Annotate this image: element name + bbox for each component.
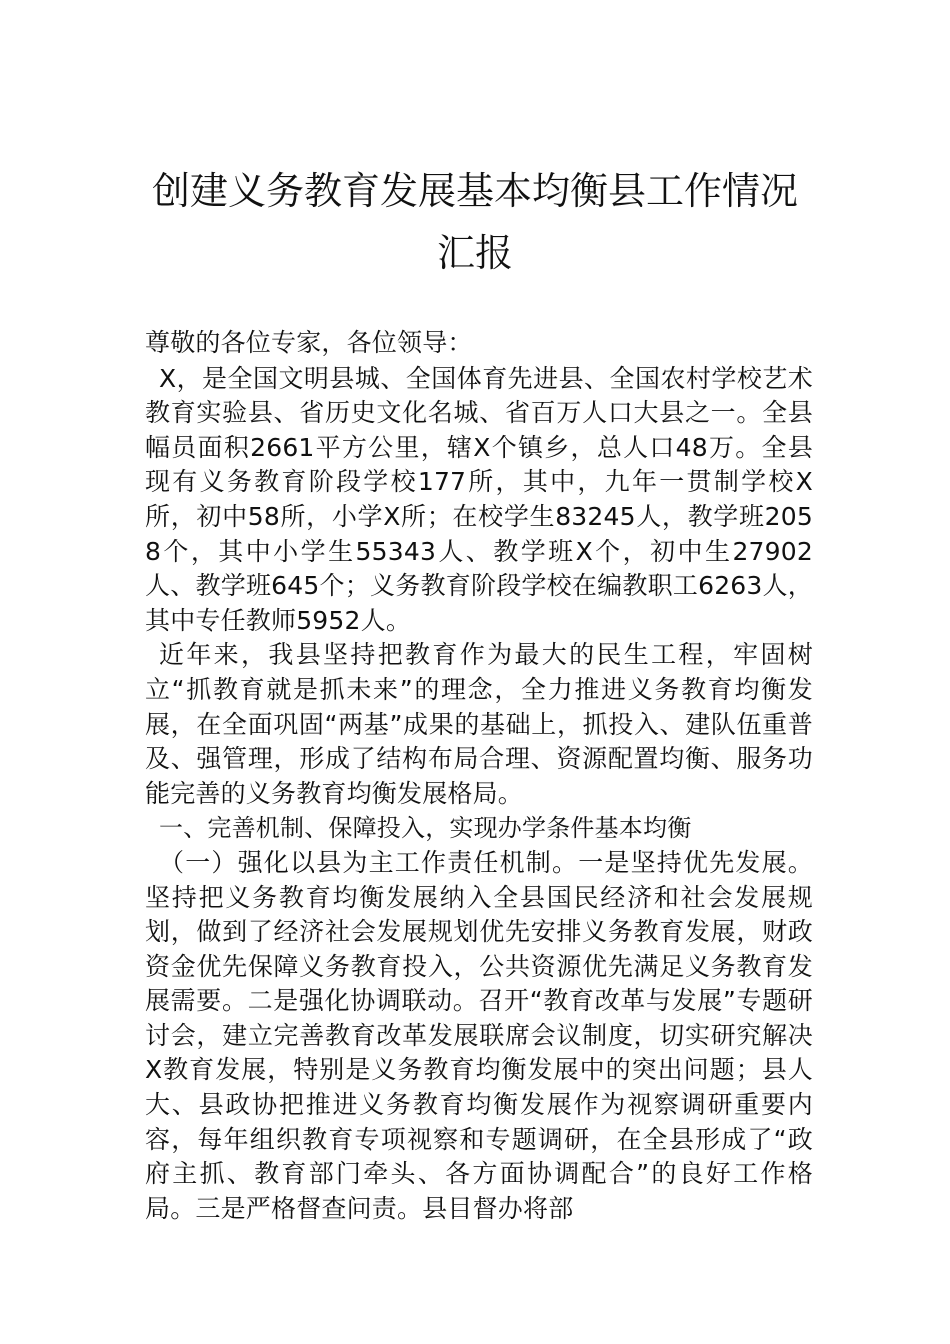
salutation: 尊敬的各位专家，各位领导：	[145, 328, 473, 357]
document-title: 创建义务教育发展基本均衡县工作情况汇报	[151, 169, 798, 275]
section-paragraph: （一）强化以县为主工作责任机制。一是坚持优先发展。坚持把义务教育均衡发展纳入全县国民经济和社会发展规划，做到了经济社会发展规划优先安排义务教育发展，财政资金优先保障义务教育投入，公共资源优先满足义务教育发展需要。二是强化协调联动。召开“教育改革与发展”专题研讨会，建立完善教育改革发展联席会议制度，切实研究解决X教育发展，特别是义务教育均衡发展中的突出问题；县人大、县政协把推进义务教育均衡发展作为视察调研重要内容，每年组织教育专项视察和专题调研，在全县形成了“政府主抓、教育部门牵头、各方面协调配合”的良好工作格局。三是严格督查问责。县目督办将部	[145, 847, 813, 1223]
document-body	[145, 326, 813, 1226]
paragraph-overview: X，是全国文明县城、全国体育先进县、全国农村学校艺术教育实验县、省历史文化名城、省百万人口大县之一。全县幅员面积2661平方公里，辖X个镇乡，总人口48万。全县现有义务教育阶段学校177所，其中，九年一贯制学校X所，初中58所，小学X所；在校学生83245人，教学班2058个，其中小学生55343人、教学班X个，初中生27902人、教学班645个；义务教育阶段学校在编教职工6263人，其中专任教师5952人。	[145, 363, 813, 635]
section-heading: 一、完善机制、保障投入，实现办学条件基本均衡	[159, 814, 692, 843]
paragraph-recent-years: 近年来，我县坚持把教育作为最大的民生工程，牢固树立“抓教育就是抓未来”的理念，全力推进义务教育均衡发展，在全面巩固“两基”成果的基础上，抓投入、建队伍重普及、强管理，形成了结构布局合理、资源配置均衡、服务功能完善的义务教育均衡发展格局。	[145, 640, 813, 808]
